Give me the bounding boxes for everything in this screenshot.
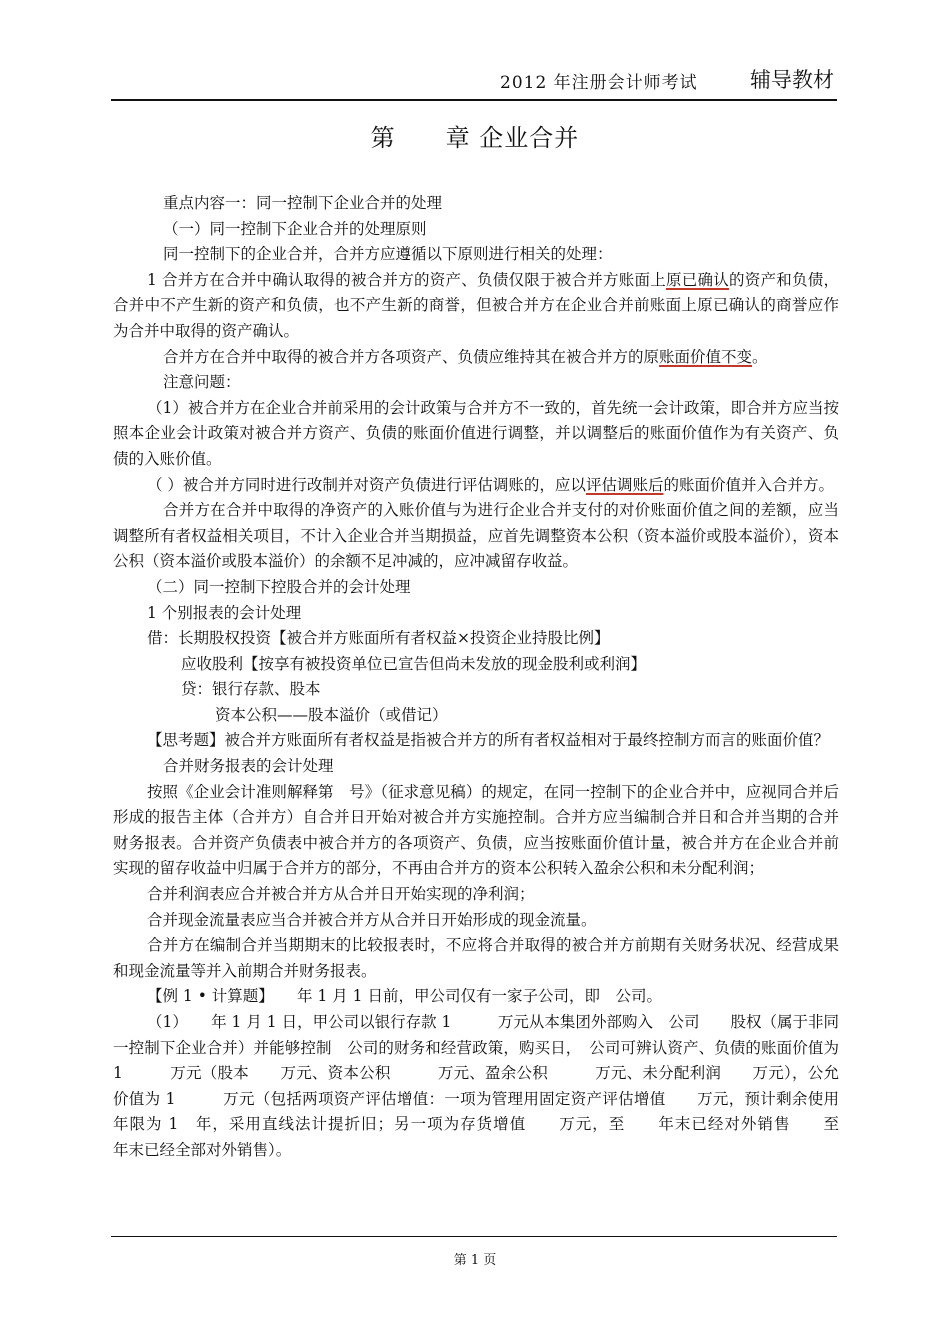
underlined-text: 评估调账后 — [585, 475, 664, 494]
paragraph: 按照《企业会计准则解释第 号》（征求意见稿）的规定，在同一控制下的企业合并中，应视同合并后形成的报告主体（合并方）自合并日开始对被合并方实施控制。合并方应当编制合并日和合并当期的合并财务报表。合并资产负债表中被合并方的各项资产、负债，应当按账面价值计量，被合并方在企业合并前实现的留存收益中归属于合并方的部分，不再由合并方的资本公积转入盈余公积和未分配利润； — [113, 782, 839, 878]
text-run: （ ）被合并方同时进行改制并对资产负债进行评估调账的，应以 — [147, 475, 586, 494]
paragraph: 【思考题】被合并方账面所有者权益是指被合并方的所有者权益相对于最终控制方而言的账面价值？ — [147, 731, 830, 750]
text-run: 。 — [752, 347, 768, 366]
journal-entry-credit: 贷：银行存款、股本 — [181, 680, 321, 699]
paragraph: 合并财务报表的会计处理 — [163, 757, 334, 776]
paragraph: 合并现金流量表应当合并被合并方从合并日开始形成的现金流量。 — [147, 910, 597, 929]
paragraph: （1） 年 1 月 1 日，甲公司以银行存款 1 万元从本集团外部购入 公司 股权（属于非同一控制下企业合并）并能够控制 公司的财务和经营政策，购买日， 公司可辨认资产、负债的账面价值为 1 万元（股本 万元、资本公积 万元、盈余公积 万元、未分配利润 万元），公允价值为 1 万元（包括两项资产评估增值：一项为管理用固定资产评估增值 万元，预计剩余使用年限为 1 年，采用直线法计提折旧；另一项为存货增值 万元，至 年末已经对外销售 至 年末已经全部对外销售）。 — [113, 1013, 871, 1159]
header-guide-label: 辅导教材 — [750, 68, 834, 92]
section-heading: 重点内容一：同一控制下企业合并的处理 — [163, 194, 443, 212]
text-run: 1 合并方在合并中确认取得的被合并方的资产、负债仅限于被合并方账面上 — [147, 270, 666, 289]
header-exam-title: 2012 年注册会计师考试 — [500, 73, 698, 93]
text-run: 合并方在合并中取得的被合并方各项资产、负债应维持其在被合并方的原 — [163, 347, 660, 366]
paragraph — [113, 268, 839, 345]
underlined-text: 原已确认 — [665, 270, 729, 289]
paragraph: （1）被合并方在企业合并前采用的会计政策与合并方不一致的，首先统一会计政策，即合并方应当按照本企业会计政策对被合并方资产、负债的账面价值进行调整，并以调整后的账面价值作为有关资产、负债的入账价值。 — [113, 398, 839, 468]
paragraph: 合并利润表应合并被合并方从合并日开始实现的净利润； — [147, 885, 535, 904]
text-run: 的资产和负债，合并中不产生新的资产和负债，也不产生新的商誉，但被合并方在企业合并前账面上原已确认的商誉应作为合并中取得的资产确认。 — [113, 270, 839, 340]
example-heading: 【例 1 • 计算题】 年 1 月 1 日前，甲公司仅有一家子公司，即 公司。 — [147, 987, 662, 1006]
paragraph: 注意问题： — [163, 373, 241, 392]
paragraph: 同一控制下的企业合并，合并方应遵循以下原则进行相关的处理： — [163, 245, 613, 264]
journal-entry-credit: 资本公积——股本溢价（或借记） — [215, 705, 448, 724]
underlined-text: 账面价值不变 — [659, 347, 753, 366]
journal-entry-debit: 应收股利【按享有被投资单位已宣告但尚未发放的现金股利或利润】 — [181, 654, 647, 673]
chapter-title: 第 章 企业合并 — [370, 124, 580, 152]
page-number: 第 1 页 — [453, 1253, 497, 1268]
subsection-heading: （二）同一控制下控股合并的会计处理 — [147, 577, 411, 596]
text-run: 的账面价值并入合并方。 — [663, 475, 834, 494]
document-body — [113, 191, 871, 1164]
journal-entry-debit: 借：长期股权投资【被合并方账面所有者权益×投资企业持股比例】 — [147, 629, 610, 648]
subsection-heading: （一）同一控制下企业合并的处理原则 — [163, 219, 427, 238]
paragraph — [113, 473, 839, 499]
paragraph — [113, 345, 839, 371]
paragraph: 1 个别报表的会计处理 — [147, 603, 302, 622]
header-rule — [111, 99, 837, 101]
paragraph: 合并方在合并中取得的净资产的入账价值与为进行企业合并支付的对价账面价值之间的差额，应当调整所有者权益相关项目，不计入企业合并当期损益，应首先调整资本公积（资本溢价或股本溢价），资本公积（资本溢价或股本溢价）的余额不足冲减的，应冲减留存收益。 — [113, 501, 839, 571]
footer-rule — [111, 1236, 837, 1237]
paragraph: 合并方在编制合并当期期末的比较报表时，不应将合并取得的被合并方前期有关财务状况、经营成果和现金流量等并入前期合并财务报表。 — [113, 936, 839, 980]
